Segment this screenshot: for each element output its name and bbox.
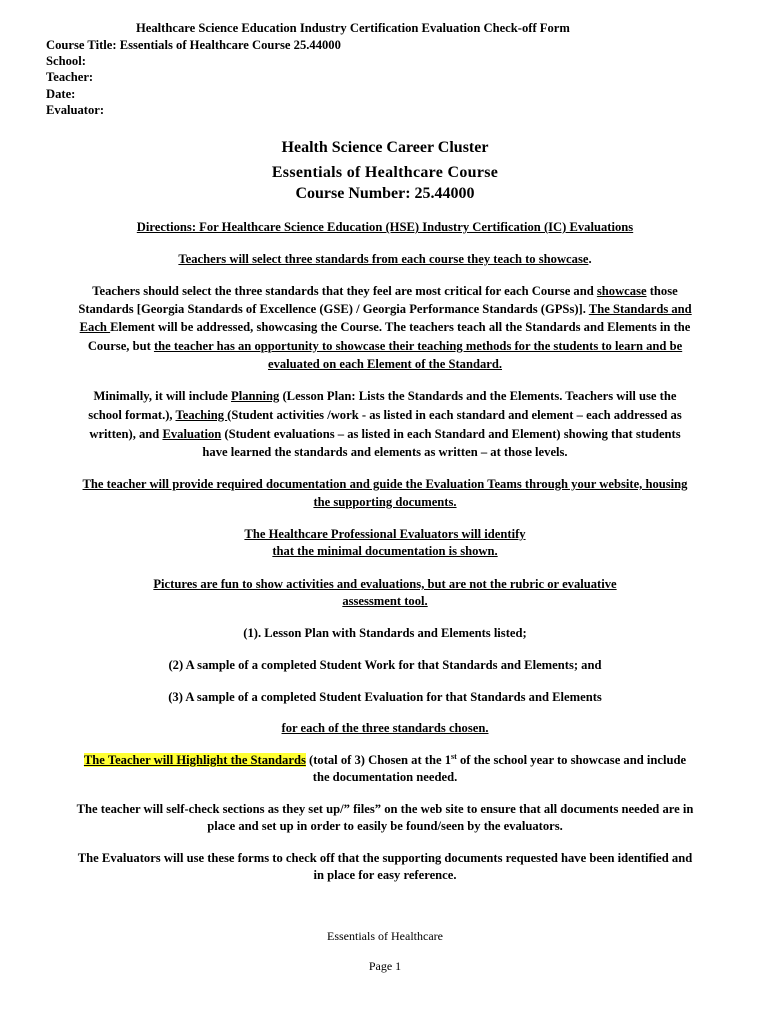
p5-line-1: Pictures are fun to show activities and evaluations, but are not the rubric or evaluative <box>153 577 617 591</box>
p1-l1c: those <box>646 284 678 298</box>
date-label: Date: <box>46 87 76 101</box>
p1-l4b: the teacher has an opportunity to showcase their teaching methods for the students to learn and be <box>153 339 683 353</box>
evaluators-line-2: in place for easy reference. <box>313 868 457 882</box>
p2-l2b: Teaching <box>175 408 228 422</box>
highlight-line-2: the documentation needed. <box>312 770 458 784</box>
p1-l2b: The Standards and <box>588 302 692 316</box>
p2-line-4: have learned the standards and elements as written – at those levels. <box>202 445 568 459</box>
course-title-line: Course Title: Essentials of Healthcare Course 25.44000 <box>46 38 341 52</box>
p2-l2a: school format.), <box>88 408 176 422</box>
p1-l3a: Each <box>79 320 111 334</box>
self-check-line-2: place and set up in order to easily be found/seen by the evaluators. <box>207 819 563 833</box>
p2-l1a: Minimally, it will include <box>93 389 232 403</box>
p1-l4a: Course, but <box>87 339 154 353</box>
select-three-period: . <box>588 252 592 266</box>
p2-l3a: written), and <box>89 427 163 441</box>
p2-l3b: Evaluation <box>162 427 222 441</box>
p1-line-1 <box>0 283 770 299</box>
p1-l1b: showcase <box>596 284 647 298</box>
p1-l2a: Standards [Georgia Standards of Excellence (GSE) / Georgia Performance Standards (GPSs)]. <box>78 302 589 316</box>
p1-line-5: evaluated on each Element of the Standard. <box>267 357 503 371</box>
teacher-label: Teacher: <box>46 70 94 84</box>
p1-line-4 <box>0 338 770 354</box>
p2-l1b: Planning <box>231 389 280 403</box>
school-label: School: <box>46 54 86 68</box>
p1-line-2 <box>0 301 770 317</box>
p2-l1c: (Lesson Plan: Lists the Standards and the Elements. Teachers will use the <box>279 389 677 403</box>
p2-line-3 <box>0 426 770 442</box>
footer-course: Essentials of Healthcare <box>327 929 443 943</box>
p4-line-2: that the minimal documentation is shown. <box>272 544 498 558</box>
course-heading: Essentials of Healthcare Course <box>271 164 499 181</box>
cluster-title: Health Science Career Cluster <box>281 139 489 156</box>
form-title: Healthcare Science Education Industry Certification Evaluation Check-off Form <box>136 21 570 35</box>
p1-l3b: Element will be addressed, showcasing the Course. The teachers teach all the Standards and Elements in the <box>110 320 691 334</box>
list-item-3: (3) A sample of a completed Student Evaluation for that Standards and Elements <box>168 690 602 704</box>
p2-line-2 <box>0 407 770 423</box>
list-item-1: (1). Lesson Plan with Standards and Elements listed; <box>243 626 527 640</box>
list-item-2: (2) A sample of a completed Student Work for that Standards and Elements; and <box>168 658 602 672</box>
p5-line-2: assessment tool. <box>342 594 428 608</box>
p3-line-1: The teacher will provide required documentation and guide the Evaluation Teams through your website, housing <box>82 477 688 491</box>
highlighted-text: The Teacher will Highlight the Standards <box>83 753 306 767</box>
self-check-line-1: The teacher will self-check sections as they set up/” files” on the web site to ensure that all documents needed are in <box>76 802 694 816</box>
highlight-l1b: (total of 3) Chosen at the 1 <box>305 753 452 767</box>
select-three-line <box>0 251 770 267</box>
p3-line-2: the supporting documents. <box>313 495 457 509</box>
directions-heading: Directions: For Healthcare Science Education (HSE) Industry Certification (IC) Evaluations <box>136 220 634 234</box>
ordinal-superscript: st <box>451 751 457 761</box>
p4-line-1: The Healthcare Professional Evaluators will identify <box>244 527 526 541</box>
highlight-l1c: of the school year to showcase and include <box>456 753 687 767</box>
evaluator-label: Evaluator: <box>46 103 105 117</box>
page-number: Page 1 <box>368 959 402 973</box>
p1-line-3 <box>0 319 770 335</box>
select-three-text: Teachers will select three standards from each course they teach to showcase <box>178 252 589 266</box>
course-number: Course Number: 25.44000 <box>295 185 475 202</box>
p2-l3c: (Student evaluations – as listed in each Standard and Element) showing that students <box>221 427 681 441</box>
p2-l2c: (Student activities /work - as listed in each standard and element – each addressed as <box>227 408 682 422</box>
evaluators-line-1: The Evaluators will use these forms to check off that the supporting documents requested have been identified and <box>77 851 693 865</box>
highlight-line-1 <box>0 752 770 768</box>
for-each-line: for each of the three standards chosen. <box>281 721 489 735</box>
p2-line-1 <box>0 388 770 404</box>
p1-l1a: Teachers should select the three standards that they feel are most critical for each Course and <box>92 284 597 298</box>
